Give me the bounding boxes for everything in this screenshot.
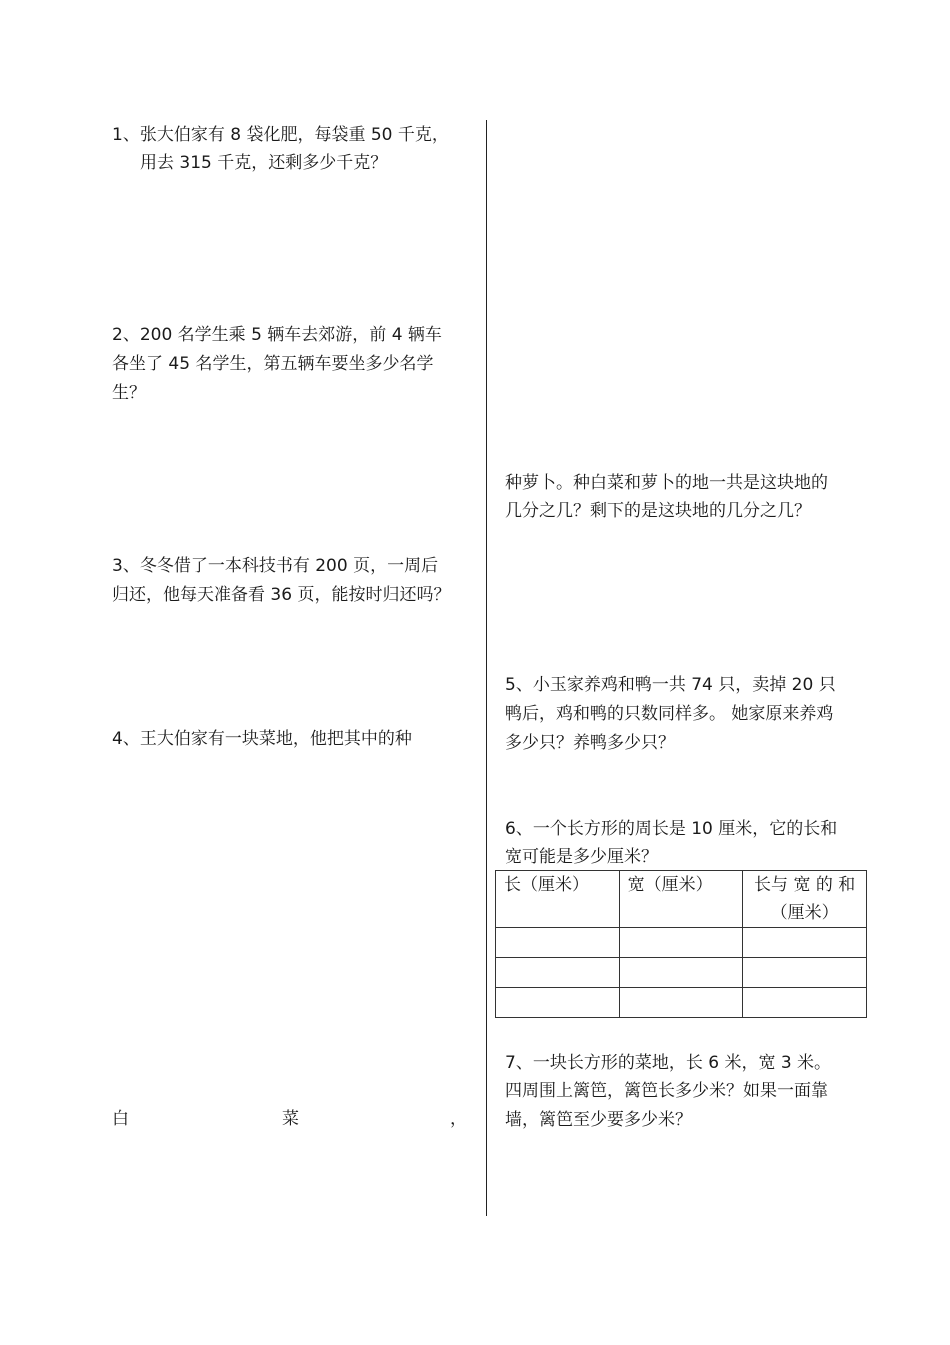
q3-line1: 3、冬冬借了一本科技书有 200 页，一周后 (112, 556, 439, 576)
q2-line2: 各坐了 45 名学生，第五辆车要坐多少名学 (112, 354, 434, 374)
table-row (496, 988, 867, 1018)
table-cell[interactable] (619, 988, 743, 1018)
table-header-row (496, 871, 867, 928)
header-width: 宽（厘米） (619, 871, 743, 928)
table-cell[interactable] (619, 928, 743, 958)
q5-line1: 5、小玉家养鸡和鸭一共 74 只，卖掉 20 只 (505, 675, 836, 695)
q7-line1: 7、一块长方形的菜地，长 6 米，宽 3 米。 (505, 1053, 832, 1073)
q5-line2: 鸭后，鸡和鸭的只数同样多。 她家原来养鸡 (505, 704, 834, 724)
table-row (496, 958, 867, 988)
header-length: 长（厘米） (496, 871, 620, 928)
q1-line1: 1、张大伯家有 8 袋化肥，每袋重 50 千克， (112, 125, 449, 145)
q3-line2: 归还，他每天准备看 36 页，能按时归还吗？ (112, 585, 451, 605)
q4-cont-line1: 种萝卜。种白菜和萝卜的地一共是这块地的 (505, 473, 828, 493)
header-sum (743, 871, 867, 928)
q1-line2: 用去 315 千克，还剩多少千克？ (140, 153, 388, 173)
table-cell[interactable] (496, 958, 620, 988)
header-sum-line1: 长与 宽 的 和 (754, 875, 856, 895)
length-width-table (495, 870, 867, 1018)
q5-line3: 多少只？养鸭多少只？ (505, 733, 675, 753)
q2-line1: 2、200 名学生乘 5 辆车去郊游，前 4 辆车 (112, 325, 442, 345)
q7-line3: 墙，篱笆至少要多少米？ (505, 1110, 692, 1130)
q4-bottom-char-3: ， (450, 1109, 467, 1129)
table-cell[interactable] (743, 958, 867, 988)
q7-line2: 四周围上篱笆，篱笆长多少米？如果一面靠 (505, 1081, 828, 1101)
q4-bottom-char-1: 白 (112, 1109, 129, 1129)
q4-line1: 4、王大伯家有一块菜地，他把其中的种 (112, 729, 412, 749)
header-sum-line2: （厘米） (770, 903, 839, 923)
table-cell[interactable] (743, 928, 867, 958)
q4-bottom-char-2: 菜 (282, 1109, 299, 1129)
table-cell[interactable] (619, 958, 743, 988)
column-divider (486, 120, 487, 1216)
table-cell[interactable] (496, 988, 620, 1018)
table-row (496, 928, 867, 958)
table-cell[interactable] (496, 928, 620, 958)
table-cell[interactable] (743, 988, 867, 1018)
q4-cont-line2: 几分之几？剩下的是这块地的几分之几？ (505, 501, 811, 521)
q6-line2: 宽可能是多少厘米？ (505, 847, 658, 867)
q2-line3: 生？ (112, 383, 146, 403)
q6-line1: 6、一个长方形的周长是 10 厘米，它的长和 (505, 819, 838, 839)
